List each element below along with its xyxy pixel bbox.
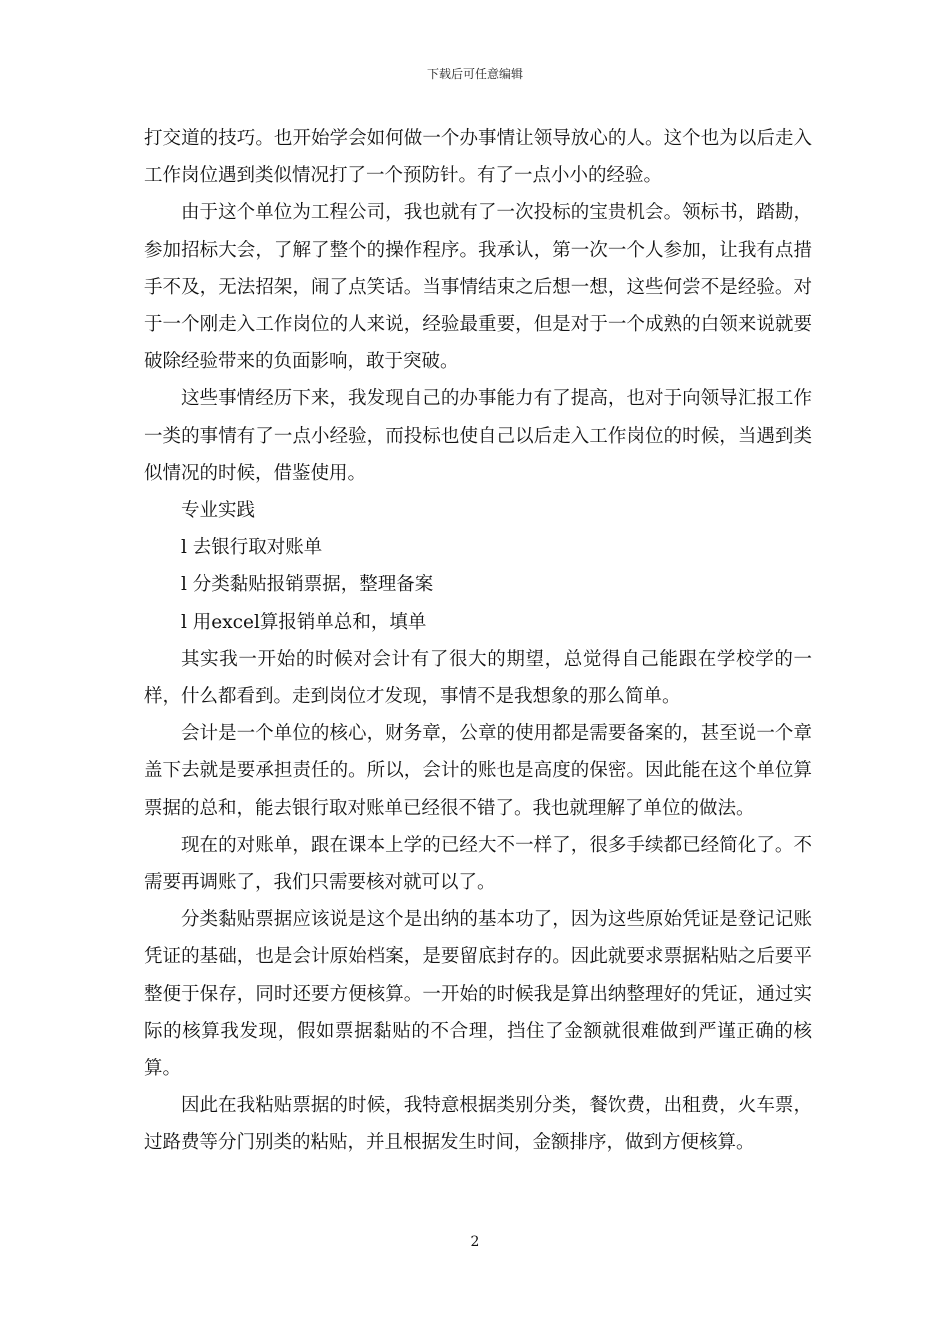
list-item: l 用excel算报销单总和，填单	[181, 611, 427, 633]
paragraph: 其实我一开始的时候对会计有了很大的期望，总觉得自己能跟在学校学的一样，什么都看到。走到岗位才发现，事情不是我想象的那么简单。	[144, 648, 812, 708]
paragraph: 打交道的技巧。也开始学会如何做一个办事情让领导放心的人。这个也为以后走入工作岗位遇到类似情况打了一个预防针。有了一点小小的经验。	[144, 128, 812, 187]
section-heading: 专业实践	[181, 500, 256, 522]
list-item: l 去银行取对账单	[181, 537, 323, 559]
paragraph: 由于这个单位为工程公司，我也就有了一次投标的宝贵机会。领标书，踏勘，参加招标大会，了解了整个的操作程序。我承认，第一次一个人参加，让我有点措手不及，无法招架，闹了点笑话。当事情结束之后想一想，这些何尝不是经验。对于一个刚走入工作岗位的人来说，经验最重要，但是对于一个成熟的白领来说就要破除经验带来的负面影响，敢于突破。	[144, 202, 812, 373]
paragraph: 因此在我粘贴票据的时候，我特意根据类别分类，餐饮费，出租费，火车票，过路费等分门别类的粘贴，并且根据发生时间，金额排序，做到方便核算。	[144, 1095, 812, 1154]
page-header: 下载后可任意编辑	[426, 67, 523, 81]
paragraph: 会计是一个单位的核心，财务章，公章的使用都是需要备案的，甚至说一个章盖下去就是要承担责任的。所以，会计的账也是高度的保密。因此能在这个单位算票据的总和，能去银行取对账单已经很不错了。我也就理解了单位的做法。	[144, 723, 812, 819]
paragraph: 这些事情经历下来，我发现自己的办事能力有了提高，也对于向领导汇报工作一类的事情有了一点小经验，而投标也使自己以后走入工作岗位的时候，当遇到类似情况的时候，借鉴使用。	[144, 388, 812, 484]
paragraph: 分类黏贴票据应该说是这个是出纳的基本功了，因为这些原始凭证是登记记账凭证的基础，也是会计原始档案，是要留底封存的。因此就要求票据粘贴之后要平整便于保存，同时还要方便核算。一开始的时候我是算出纳整理好的凭证，通过实际的核算我发现，假如票据黏贴的不合理，挡住了金额就很难做到严谨正确的核算。	[144, 909, 812, 1080]
page-number: 2	[470, 1234, 480, 1250]
list-item: l 分类黏贴报销票据，整理备案	[181, 574, 434, 596]
paragraph: 现在的对账单，跟在课本上学的已经大不一样了，很多手续都已经简化了。不需要再调账了，我们只需要核对就可以了。	[144, 834, 812, 894]
document-body	[144, 120, 812, 1162]
